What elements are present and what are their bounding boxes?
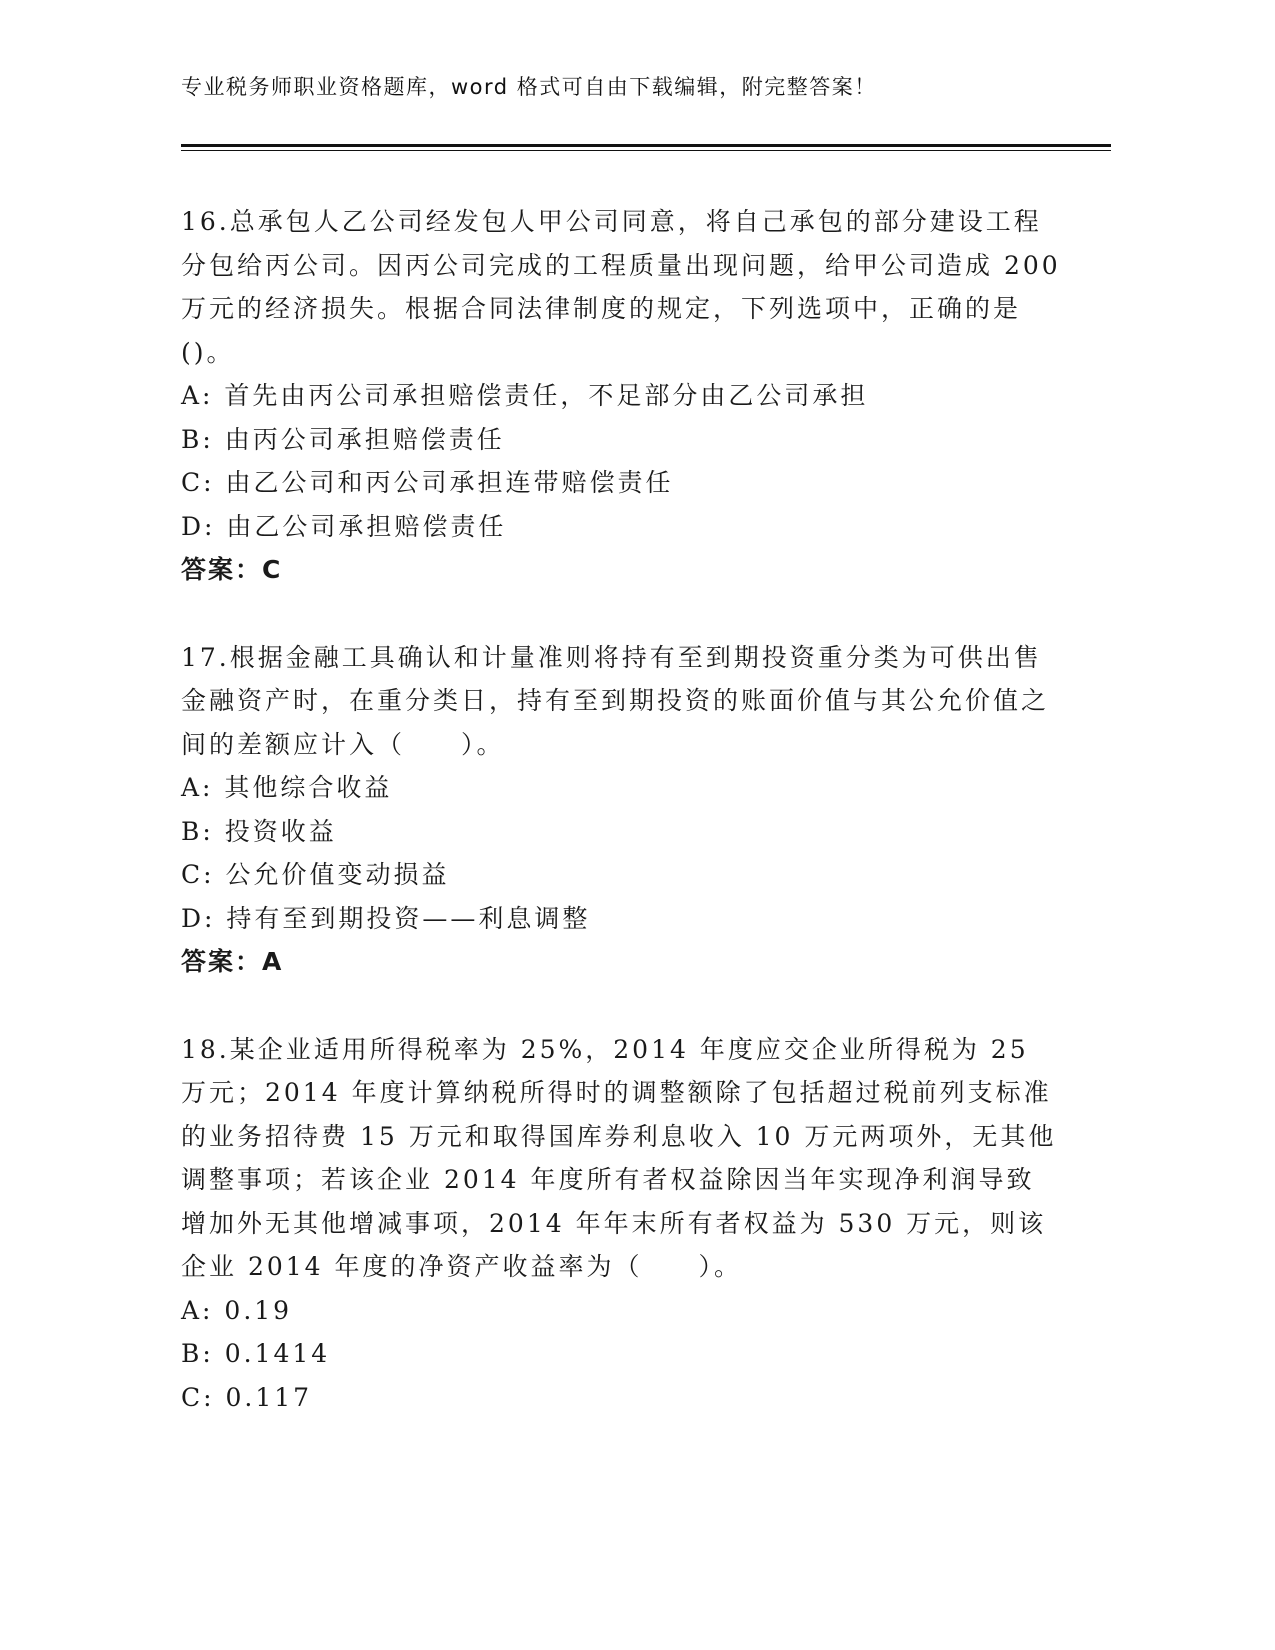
spacer bbox=[181, 592, 1061, 636]
option-c: C: 公允价值变动损益 bbox=[181, 860, 450, 889]
option-b: B: 投资收益 bbox=[181, 816, 337, 846]
option-b: B: 由丙公司承担赔偿责任 bbox=[181, 424, 505, 454]
option-a: A: 首先由丙公司承担赔偿责任，不足部分由乙公司承担 bbox=[181, 381, 869, 410]
question-text: 18.某企业适用所得税率为 25%，2014 年度应交企业所得税为 25 万元；2014 年度计算纳税所得时的调整额除了包括超过税前列支标准的业务招待费 15 万元和取得国库券利息收入 10 万元两项外，无其他调整事项；若该企业 2014 年度所有者权益除因当年实现净利润导致增加外无其他增减事项，2014 年年末所有者权益为 530 万元，则该企业 2014 年度的净资产收益率为（ ）。 bbox=[181, 1034, 1057, 1281]
question-16 bbox=[181, 200, 1061, 592]
option-c: C: 0.117 bbox=[181, 1382, 313, 1412]
spacer bbox=[181, 984, 1061, 1028]
question-text: 17.根据金融工具确认和计量准则将持有至到期投资重分类为可供出售金融资产时，在重分类日，持有至到期投资的账面价值与其公允价值之间的差额应计入（ ）。 bbox=[181, 642, 1050, 759]
question-text: 16.总承包人乙公司经发包人甲公司同意，将自己承包的部分建设工程分包给丙公司。因丙公司完成的工程质量出现问题，给甲公司造成 200 万元的经济损失。根据合同法律制度的规定，下列选项中，正确的是()。 bbox=[181, 207, 1061, 367]
option-a: A: 其他综合收益 bbox=[181, 773, 393, 802]
header-rule-thick bbox=[181, 144, 1111, 147]
page-header: 专业税务师职业资格题库，word 格式可自由下载编辑，附完整答案！ bbox=[181, 75, 877, 99]
option-b: B: 0.1414 bbox=[181, 1339, 331, 1368]
question-18 bbox=[181, 1028, 1061, 1420]
option-d: D: 持有至到期投资——利息调整 bbox=[181, 903, 591, 933]
question-list bbox=[181, 200, 1061, 1419]
answer: 答案：A bbox=[181, 947, 284, 976]
answer: 答案：C bbox=[181, 555, 283, 584]
option-d: D: 由乙公司承担赔偿责任 bbox=[181, 511, 507, 541]
option-a: A: 0.19 bbox=[181, 1295, 293, 1325]
option-c: C: 由乙公司和丙公司承担连带赔偿责任 bbox=[181, 468, 674, 497]
question-17 bbox=[181, 636, 1061, 984]
header-rule-thin bbox=[181, 150, 1111, 151]
